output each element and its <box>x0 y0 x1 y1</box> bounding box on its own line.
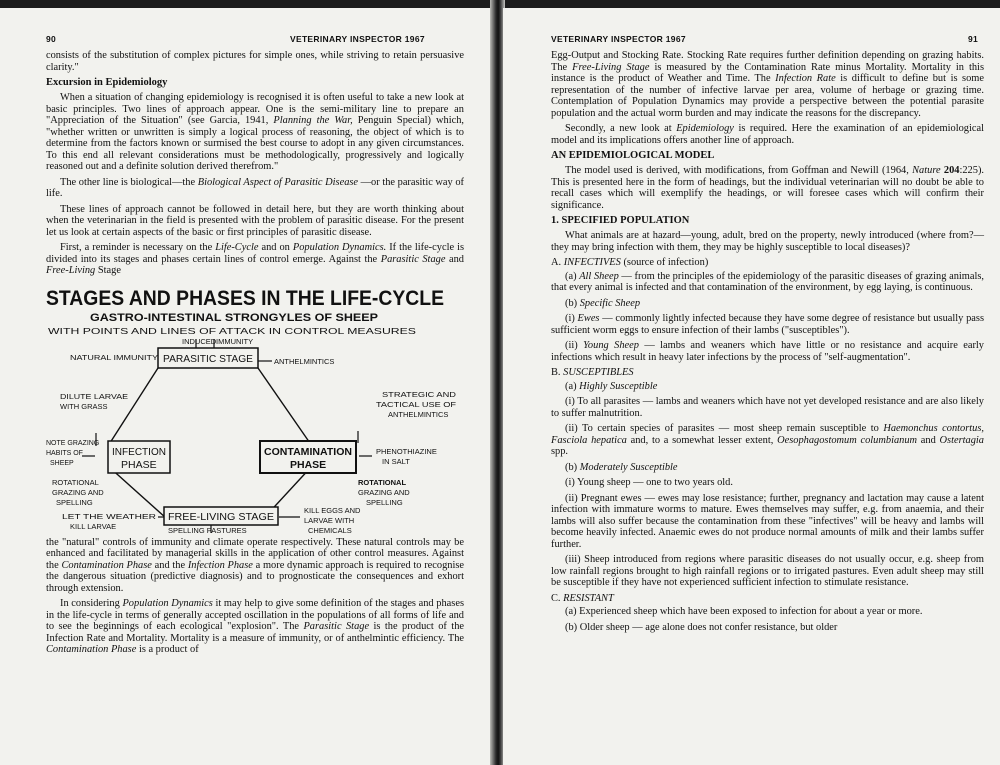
item-ewes: (i) Ewes — commonly lightly infected because they have some degree of resistance but usually pass sufficient worm eggs to ensure infection of their lambs ("susceptibles"). <box>551 313 985 336</box>
infection-phase-label-2: PHASE <box>121 458 157 471</box>
item-young-sheep-years: (i) Young sheep — one to two years old. <box>565 477 733 488</box>
item-introduced-sheep: (iii) Sheep introduced from regions where parasitic diseases do not usually occur, e.g. sheep from low rainfall regions brought to high rainfall regions or to irrigated pastures. Even adult sheep may still be susceptible if they have not experienced sufficient infection to stimulate resistance. <box>551 554 984 588</box>
paragraph-model: The model used is derived, with modifications, from Goffman and Newill (1964, Nature 204:225). This is presented here in the form of headings, but the individual veterinarian will no doubt be able to recall cases which will exemplify the headings, or will foresee cases which will confirm their significance. <box>551 165 984 211</box>
label-dilute-1: DILUTE LARVAE <box>60 391 128 401</box>
label-grazing-1: NOTE GRAZING <box>46 439 100 447</box>
label-anthelmintics: ANTHELMINTICS <box>274 356 335 366</box>
contamination-phase-label-2: PHASE <box>290 458 327 471</box>
item-moderately-susceptible: (b) Moderately Susceptible <box>565 461 678 473</box>
label-grazing-3: SHEEP <box>50 459 74 467</box>
item-pregnant-ewes: (ii) Pregnant ewes — ewes may lose resistance; further, pregnancy and lactation may cause a latent infection with immature worms to mature. Ewes themselves may suffer, e.g. from anaemia, and their lambs will also suffer because the contamination from these "infectives" will be heavy and lambs will become heavily infected. Anaemic ewes do not produce normal amounts of milk and their lambs suffer further. <box>551 492 984 550</box>
label-kill-eggs-2: LARVAE WITH <box>304 515 355 525</box>
right-page-number: 91 <box>967 34 978 44</box>
left-running-head <box>46 34 464 50</box>
label-rotational-right-2: GRAZING AND <box>358 487 410 497</box>
paragraph-when: When a situation of changing epidemiology is recognised it is often useful to take a new look at basic principles. Two lines of approach appear. One is the semi-military line to prepare an "Appreciation of the Situation" (see Garcia, 1941, Planning the War, Penguin Special) which, "whether written or unwritten is simply a logical process of reasoning, the object of which is to determine from the factors known or surmised the best course to adopt in any given circumstances. To this end all relevant considerations must be methodologically, progressively and logically reasoned out and a definite solution derived therefrom." <box>46 92 465 172</box>
paragraph-natural-controls: the "natural" controls of immunity and climate operate respectively. These natural controls may be enhanced and facilitated by managerial skills in the application of other control measures. Against the Contamination Phase and the Infection Phase a more dynamic approach is required to recognise the dangerous situation (predictive diagnosis) and to prognosticate the consequences and exhort through extension. <box>46 536 465 594</box>
label-spelling-pastures: SPELLING PASTURES <box>168 525 247 533</box>
label-weather-2: KILL LARVAE <box>70 521 117 531</box>
diagram-subtitle: GASTRO-INTESTINAL STRONGYLES OF SHEEP <box>90 311 378 324</box>
label-kill-eggs-3: CHEMICALS <box>308 525 352 533</box>
label-rotational-right-3: SPELLING <box>366 497 403 507</box>
item-young-sheep: (ii) Young Sheep — lambs and weaners which have little or no resistance and acquire early infections which result in heavy later infections by the process of "self-augmentation". <box>551 340 984 363</box>
infection-phase-label-1: INFECTION <box>112 445 166 458</box>
subheading-resistant: C. RESISTANT <box>551 592 614 604</box>
item-all-sheep: (a) All Sheep — from the principles of the epidemiology of the parasitic diseases of grazing animals, that every animal is infected and that contamination of the environment, by egg laying, is continuous. <box>551 270 984 293</box>
label-rotational-left-1: ROTATIONAL <box>52 477 99 487</box>
contamination-phase-label-1: CONTAMINATION <box>264 445 352 458</box>
label-phenothiazine-1: PHENOTHIAZINE <box>376 446 437 456</box>
paragraph-opening: consists of the substitution of complex pictures for simple ones, while striving to retain persuasive clarity." <box>46 50 464 73</box>
diagram-title: STAGES AND PHASES IN THE LIFE-CYCLE <box>46 286 444 310</box>
paragraph-specified: What animals are at hazard—young, adult, bred on the property, newly introduced (where from?—they may bring infection with them, they may be highly susceptible to local diseases)? <box>551 230 984 253</box>
item-certain-species: (ii) To certain species of parasites — most sheep remain susceptible to Haemonchus contortus, Fasciola hepatica and, to a somewhat lesser extent, Oesophagostomum columbianum and Ostertagia spp. <box>551 423 984 457</box>
label-strategic-2: TACTICAL USE OF <box>376 399 457 409</box>
left-page <box>0 8 492 765</box>
label-kill-eggs-1: KILL EGGS AND <box>304 505 361 515</box>
label-phenothiazine-2: IN SALT <box>382 456 410 466</box>
label-induced: INDUCED <box>182 336 217 346</box>
item-all-parasites: (i) To all parasites — lambs and weaners which have not yet developed resistance and are also likely to suffer malnutrition. <box>551 396 984 419</box>
paragraph-considering: In considering Population Dynamics it may help to give some definition of the stages and phases in the life-cycle in terms of generally accepted oscillation in the populations of all forms of life and to see the beginnings of each ecological "explosion". The Parasitic Stage is the product of the Infection Rate and Mortality. Mortality is a measure of immunity, or of anthelmintic efficiency. The Contamination Phase is a product of <box>46 598 464 655</box>
label-rotational-right-1: ROTATIONAL <box>358 477 407 487</box>
left-running-title: VETERINARY INSPECTOR 1967 <box>290 34 425 44</box>
paragraph-other-line: The other line is biological—the Biological Aspect of Parasitic Disease —or the parasitic way of life. <box>46 176 465 199</box>
label-weather-1: LET THE WEATHER <box>62 511 157 521</box>
label-strategic-3: ANTHELMINTICS <box>388 409 449 419</box>
label-immunity-induced: IMMUNITY <box>216 336 254 346</box>
left-page-number: 90 <box>46 34 57 44</box>
item-older-sheep: (b) Older sheep — age alone does not confer resistance, but older <box>565 621 838 633</box>
right-page <box>503 8 1000 765</box>
subheading-susceptibles: B. SUSCEPTIBLES <box>551 367 634 378</box>
label-natural-immunity: NATURAL IMMUNITY <box>70 352 158 362</box>
subheading-infectives: A. INFECTIVES (source of infection) <box>551 257 709 268</box>
paragraph-secondly: Secondly, a new look at Epidemiology is required. Here the examination of an epidemiological model and its implications offers another line of approach. <box>551 123 984 146</box>
heading-specified-population: 1. SPECIFIED POPULATION <box>551 215 690 226</box>
heading-excursion: Excursion in Epidemiology <box>46 77 168 88</box>
diagram-subtitle-2: WITH POINTS AND LINES OF ATTACK IN CONTROL MEASURES <box>48 325 417 336</box>
label-rotational-left-3: SPELLING <box>56 497 93 507</box>
label-grazing-2: HABITS OF <box>46 449 83 457</box>
label-dilute-2: WITH GRASS <box>60 401 108 411</box>
label-strategic-1: STRATEGIC AND <box>382 389 457 399</box>
heading-epidemiological-model: AN EPIDEMIOLOGICAL MODEL <box>551 150 715 161</box>
paragraph-egg-output: Egg-Output and Stocking Rate. Stocking Rate requires further definition depending on grazing habits. The Free-Living Stage is measured by the Contamination Rate minus Mortality. Mortality in this instance is the product of Weather and Time. The Infection Rate is difficult to define but is some representation of the number of infective larvae per area, volume of herbage or grazing time. Contemplation of Population Dynamics may provide a perspective between the potential parasite population and the actual worm burden and may indicate the reasons for the discrepancy. <box>551 50 984 119</box>
free-living-stage-label: FREE-LIVING STAGE <box>168 510 274 523</box>
parasitic-stage-label: PARASITIC STAGE <box>163 352 253 365</box>
item-experienced-sheep: (a) Experienced sheep which have been exposed to infection for about a year or more. <box>565 606 923 617</box>
right-running-head <box>551 34 984 50</box>
life-cycle-svg <box>46 281 464 533</box>
paragraph-first: First, a reminder is necessary on the Life-Cycle and on Population Dynamics. If the life-cycle is divided into its stages and phases certain lines of control emerge. Against the Parasitic Stage and Free-Living Stage <box>46 242 464 276</box>
item-highly-susceptible: (a) Highly Susceptible <box>565 380 658 392</box>
paragraph-these-lines: These lines of approach cannot be followed in detail here, but they are worth thinking about when the veterinarian in the field is presented with the problem of parasitic disease. For the present let us look at certain aspects of the basic or first principles of parasitic disease. <box>46 203 464 238</box>
label-rotational-left-2: GRAZING AND <box>52 487 104 497</box>
life-cycle-diagram <box>46 281 464 533</box>
right-running-title: VETERINARY INSPECTOR 1967 <box>551 34 686 44</box>
item-specific-sheep: (b) Specific Sheep <box>565 297 641 309</box>
